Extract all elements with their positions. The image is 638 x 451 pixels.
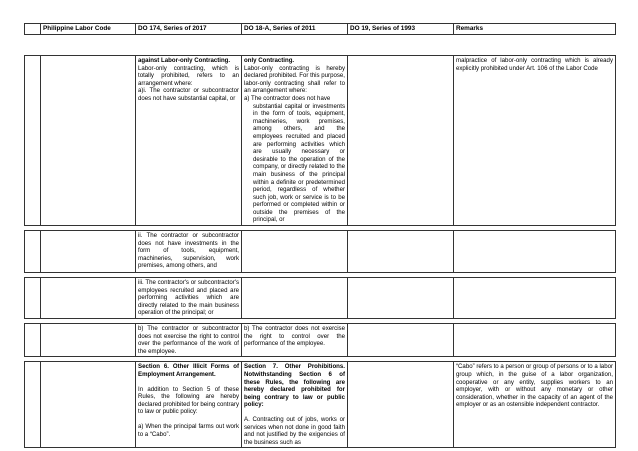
do174-cell: b) The contractor or subcontractor does not exercise the right to control over the performance of the work of the employee. [136, 324, 242, 357]
table-row [25, 362, 616, 448]
header-do18a: DO 18-A, Series of 2011 [242, 24, 348, 35]
do18a-section-title: Section 7. Other Prohibitions. Notwithstanding Section 6 of these Rules, the following are hereby declared prohibited for being contrary to law or public policy: [244, 363, 345, 409]
do18a-cell [242, 56, 348, 226]
header-labor-code: Philippine Labor Code [41, 24, 136, 35]
do174-cell: ii. The contractor or subcontractor does not have investments in the form of tools, equipment, machineries, supervision, work premises, among others, and [136, 231, 242, 273]
header-blank-cell [25, 24, 41, 35]
comparison-table [24, 55, 616, 448]
do174-section-title: Section 6. Other Illicit Forms of Employment Arrangement. [138, 363, 239, 378]
do174-item-i: a)i. The contractor or subcontractor does not have substantial capital, or [138, 87, 239, 102]
do18a-cell [242, 362, 348, 448]
header-do174: DO 174, Series of 2017 [136, 24, 242, 35]
do18a-item-a: A. Contracting out of jobs, works or services when not done in good faith and not justified by the exigencies of the business such as [244, 415, 345, 446]
header-do19: DO 19, Series of 1993 [348, 24, 454, 35]
table-row [25, 56, 616, 226]
header-remarks: Remarks [454, 24, 616, 35]
table-row [25, 278, 616, 319]
do18a-item-a-lead: a) The contractor does not have [244, 94, 331, 102]
remarks-cell: “Cabo” refers to a person or group of persons or to a labor group which, in the guise of a labor organization, cooperative or any entity, supplies workers to an employer, with or without any monetary or other consideration, whether in the capacity of an agent of the employer or as an ostensible independent contractor. [454, 362, 616, 448]
do174-cell: iii. The contractor's or subcontractor's employees recruited and placed are performing activities which are directly related to the main business operation of the principal; or [136, 278, 242, 319]
do174-item-a: a) When the principal farms out work to a “Cabo”. [138, 422, 239, 438]
remarks-cell: malpractice of labor-only contracting which is already explicitly prohibited under Art. 106 of the Labor Code [454, 56, 616, 226]
do174-section-body: In addition to Section 5 of these Rules, the following are hereby declared prohibited for being contrary to law or public policy: [138, 385, 239, 416]
header-table [24, 23, 616, 35]
do18a-heading: only Contracting. [244, 57, 295, 64]
do174-cell [136, 362, 242, 448]
do174-cell [136, 56, 242, 226]
table-row [25, 231, 616, 273]
header-row [25, 24, 616, 35]
table-row [25, 324, 616, 357]
do174-heading: against Labor-only Contracting. [138, 57, 231, 64]
do18a-body: Labor-only contracting is hereby declared prohibited. For this purpose, labor-only contracting shall refer to an arrangement where: [244, 64, 345, 95]
do174-body: Labor-only contracting, which is totally prohibited, refers to an arrangement where: [138, 64, 239, 87]
do18a-item-a-rest: substantial capital or investments in the form of tools, equipment, machineries, work premises, among others, and the employees recruited and placed are performing activities which are usually necessary or desirable to the operation of the company, or directly related to the main business of the principal within a definite or predetermined period, regardless of whether such job, work or service is to be performed or completed within or outside the premises of the principal, or [253, 102, 345, 224]
do18a-cell: b) The contractor does not exercise the right to control over the performance of the employee. [242, 324, 348, 357]
